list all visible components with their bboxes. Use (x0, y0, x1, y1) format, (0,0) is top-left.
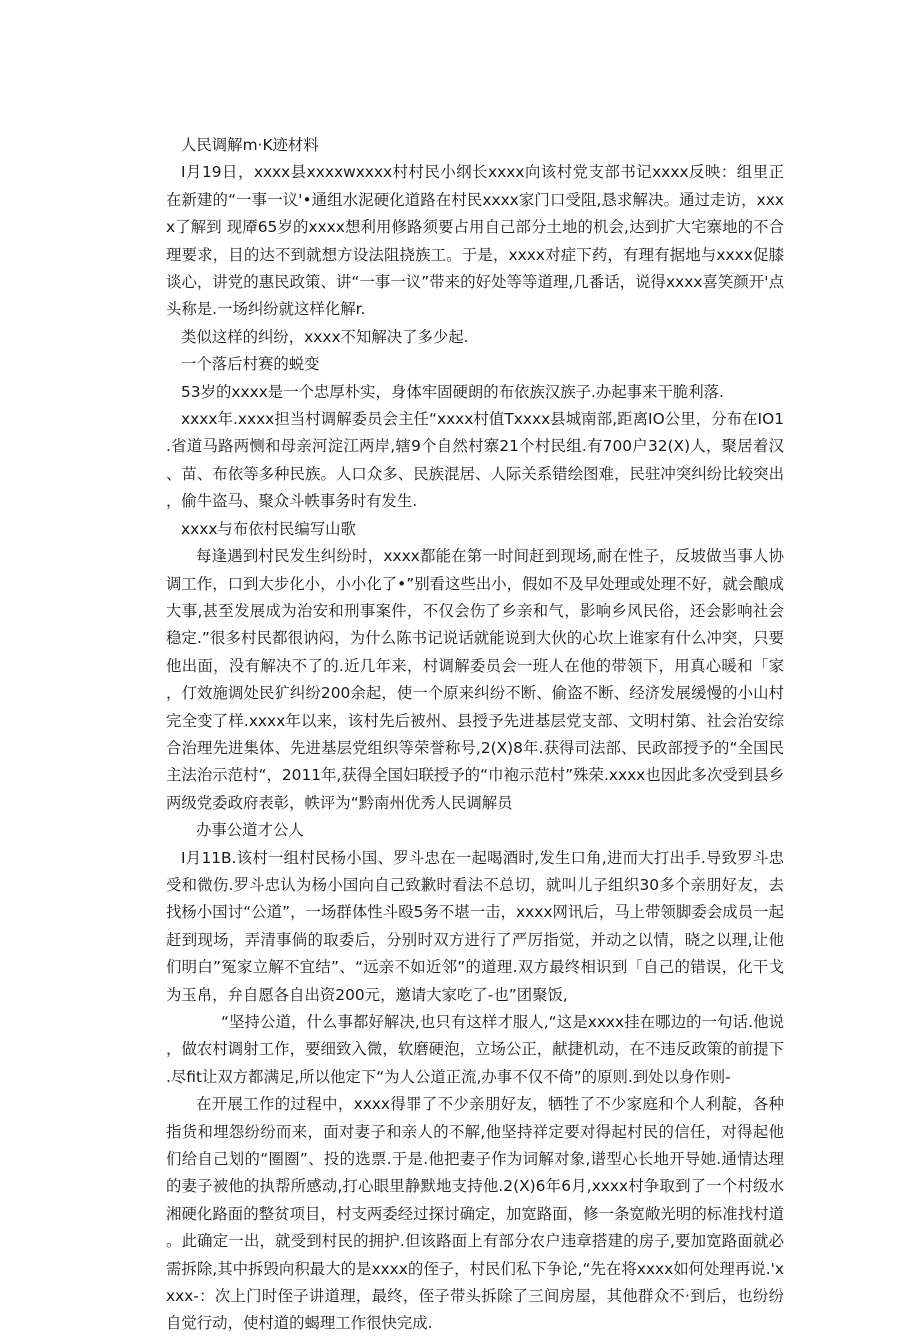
paragraph: 53岁的xxxx是一个忠厚朴实，身体牢固硬朗的布依族汉族子.办起事来干脆利落. (181, 382, 724, 401)
section-heading: 办事公道才公人 (196, 821, 304, 840)
paragraph: 在开展工作的过程中，xxxx得罪了不少亲朋好友，牺牲了不少家庭和个人利靛，各种指货和埋怨纷纷而来，面对妻子和亲人的不解,他坚持祥定要对得起村民的信任，对得起他们给自己划的“圈圈”、投的选票.于是.他把妻子作为词解对象,谱型心长地开导她.通情达理的妻子被他的执帮所感动,打心眼里静默地支持他.2(X)6年6月,xxxx村争取到了一个村级水湘硬化路面的整贫项目，村支两委经过探讨确定，加宽路面，修一条宽敞光明的标准找村道。此确定一出，就受到村民的拥护.但该路面上有部分农户违章搭建的房子,要加宽路面就必需拆除,其中拆毁向积最大的是xxxx的侄子，村民们私下争论,“先在将xxxx如何处理再说.'xxxx-：次上门时侄子讲道理，最终，侄子带头拆除了三间房屋，其他群众不·到后，也纷纷自觉行动，使村道的蝎理工作很快完成. (166, 1095, 784, 1333)
paragraph: 每逢遇到村民发生纠纷时，xxxx都能在第一时间赶到现场,耐在性子，反坡做当事人协调工作，口到大步化小，小小化了•”别看这些出小，假如不及早处理或处理不好，就会酿成大事,甚至发展成为治安和刑事案件，不仅会伤了乡亲和气，影响乡风民俗，还会影响社会稳定.”很多村民都很讷闷，为什么陈书记说话就能说到大伙的心坎上谁家有什么冲突，只要他出面，没有解决不了的.近几年来，村调解委员会一班人在他的带领下，用真心暖和「家，仃效施调处民犷纠纷200余起，使一个原来纠纷不断、偷盗不断、经济发展缓慢的小山村完全变了样.xxxx年以来，该村先后被州、县授予先进基层党支部、文明村第、社会治安综合治理先进集体、先进基层党组织等荣誉称号,2(X)8年.获得司法部、民政部授予的“全国民主法治示范村“，2011年,获得全国妇联授予的“巾袍示范村”殊荣.xxxx也因此多次受到县乡两级党委政府表彰，帙评为“黔南州优秀人民调解员 (166, 547, 784, 812)
document-body (166, 132, 784, 1338)
paragraph: xxxx年.xxxx担当村调解委员会主任“xxxx村值Txxxx县城南部,距离IO公里，分布在IO1.省道马路两恻和母亲河淀江两岸,辖9个自然村寨21个村民组.有700户32(X)人，聚居着汉、苗、布依等多种民族。人口众多、民族混居、人际关系错绘图难，民驻冲突纠纷比较突出，偷牛盗马、聚众斗帙事务时有发生. (166, 410, 784, 511)
paragraph: 类似这样的纠纷，xxxx不知解决了多少起. (181, 327, 469, 346)
paragraph: I月11B.该村一组村民杨小国、罗斗忠在一起喝酒时,发生口角,进而大打出手.导致罗斗忠受和微伤.罗斗忠认为杨小国向自己致歉时看法不总切，就叫儿子组织30多个亲朋好友，去找杨小国讨“公道”，一场群体性斗殴5务不堪一击，xxxx网讯后，马上带领脚委会成员一起赶到现场，弄清事倘的取委后，分别时双方进行了严厉指觉，并动之以情，晓之以理,让他们明白”冤家立解不宜结”、“远亲不如近邻”的道理.双方最终相识到「自己的错误，化干戈为玉帛，弁自愿各自出资200元，邀请大家吃了-也”团聚饭, (166, 848, 784, 1004)
section-heading: 一个落后村赛的蜕变 (181, 355, 320, 374)
document-title: 人民调解m·K迹材料 (181, 136, 319, 154)
paragraph: “坚持公道，什么事都好解决,也只有这样才服人,“这是xxxx挂在哪边的一句话.他说，做农村调射工作，要细致入微，软磨硬泡，立场公正，献捷机动，在不违反政策的前提下.尽fit让双方都满足,所以他定下“为人公道正流,办事不仅不倚”的原则.到处以身作则- (166, 1013, 784, 1086)
section-heading: xxxx与布依村民编写山歌 (181, 519, 356, 538)
paragraph: I月19日，xxxx县xxxxwxxxx村村民小纲长xxxx向该村党支部书记xxxx反映：组里正在新建的“一事一议'•通组水泥硬化道路在村民xxxx家门口受阻,恳求解决。通过走访，xxxx了解到 现厣65岁的xxxx想利用修路须要占用自己部分土地的机会,达到扩大宅寨地的不合理要求，目的达不到就想方设法阻挠族工。于是，xxxx对症下药，有理有据地与xxxx促膝谈心，讲党的惠民政策、讲“一事一议”带来的好处等等道理,几番话，说得xxxx喜笑颜开'点头称是.一场纠纷就这样化解r. (166, 163, 784, 319)
